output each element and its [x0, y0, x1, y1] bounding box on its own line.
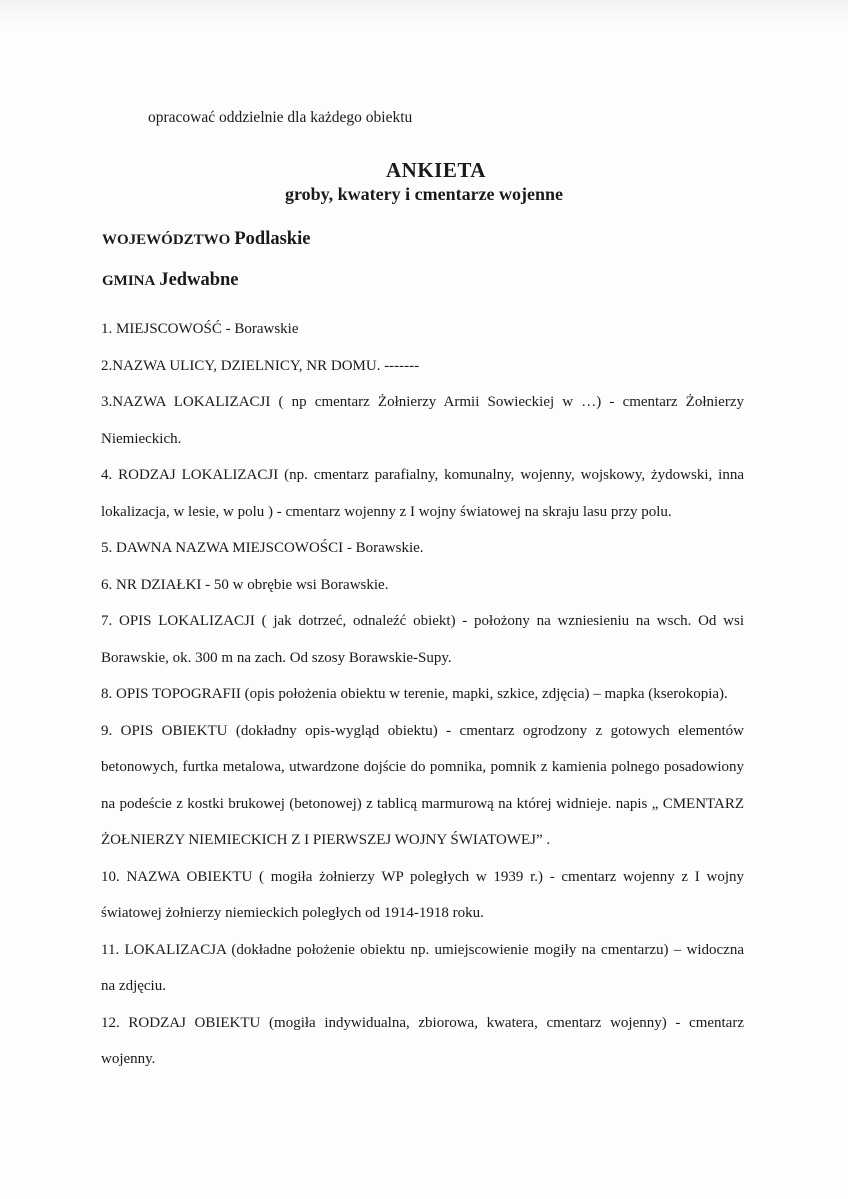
survey-item-12: 12. RODZAJ OBIEKTU (mogiła indywidualna, zbiorowa, kwatera, cmentarz wojenny) - cmentarz wojenny. — [101, 1014, 744, 1067]
survey-item-5: 5. DAWNA NAZWA MIEJSCOWOŚCI - Borawskie. — [101, 540, 424, 556]
survey-items — [101, 311, 744, 1078]
document-subtitle: groby, kwatery i cmentarze wojenne — [284, 184, 564, 204]
wojewodztwo-field — [102, 229, 310, 250]
survey-item-11: 11. LOKALIZACJA (dokładne położenie obiektu np. umiejscowienie mogiły na cmentarzu) – widoczna na zdjęciu. — [101, 941, 744, 994]
gmina-value: Jedwabne — [159, 270, 239, 290]
survey-item-4: 4. RODZAJ LOKALIZACJI (np. cmentarz parafialny, komunalny, wojenny, wojskowy, żydowski, inna lokalizacja, w lesie, w polu ) - cmentarz wojenny z I wojny światowej na skraju lasu przy polu. — [101, 467, 744, 520]
instruction-note: opracować oddzielnie dla każdego obiektu — [148, 109, 413, 126]
document-title: ANKIETA — [386, 158, 486, 182]
gmina-label: GMINA — [102, 273, 156, 289]
survey-item-7: 7. OPIS LOKALIZACJI ( jak dotrzeć, odnaleźć obiekt) - położony na wzniesieniu na wsch. Od wsi Borawskie, ok. 300 m na zach. Od szosy Borawskie-Supy. — [101, 613, 744, 666]
gmina-field — [102, 270, 238, 291]
survey-item-3: 3.NAZWA LOKALIZACJI ( np cmentarz Żołnierzy Armii Sowieckiej w …) - cmentarz Żołnierzy Niemieckich. — [101, 394, 744, 447]
wojewodztwo-value: Podlaskie — [234, 229, 311, 249]
survey-item-8: 8. OPIS TOPOGRAFII (opis położenia obiektu w terenie, mapki, szkice, zdjęcia) – mapka (kserokopia). — [101, 686, 728, 702]
survey-item-9: 9. OPIS OBIEKTU (dokładny opis-wygląd obiektu) - cmentarz ogrodzony z gotowych elementów betonowych, furtka metalowa, utwardzone dojście do pomnika, pomnik z kamienia polnego posadowiony na podeście z kostki brukowej (betonowej) z tablicą marmurową na której widnieje. napis „ CMENTARZ ŻOŁNIERZY NIEMIECKICH Z I PIERWSZEJ WOJNY ŚWIATOWEJ” . — [101, 722, 744, 848]
survey-item-6: 6. NR DZIAŁKI - 50 w obrębie wsi Borawskie. — [101, 576, 389, 593]
survey-item-1: 1. MIEJSCOWOŚĆ - Borawskie — [101, 321, 299, 337]
wojewodztwo-label: WOJEWÓDZTWO — [102, 232, 231, 248]
survey-item-10: 10. NAZWA OBIEKTU ( mogiła żołnierzy WP poległych w 1939 r.) - cmentarz wojenny z I wojny światowej żołnierzy niemieckich poległych od 1914-1918 roku. — [101, 868, 744, 921]
survey-item-2: 2.NAZWA ULICY, DZIELNICY, NR DOMU. ------- — [101, 357, 420, 374]
